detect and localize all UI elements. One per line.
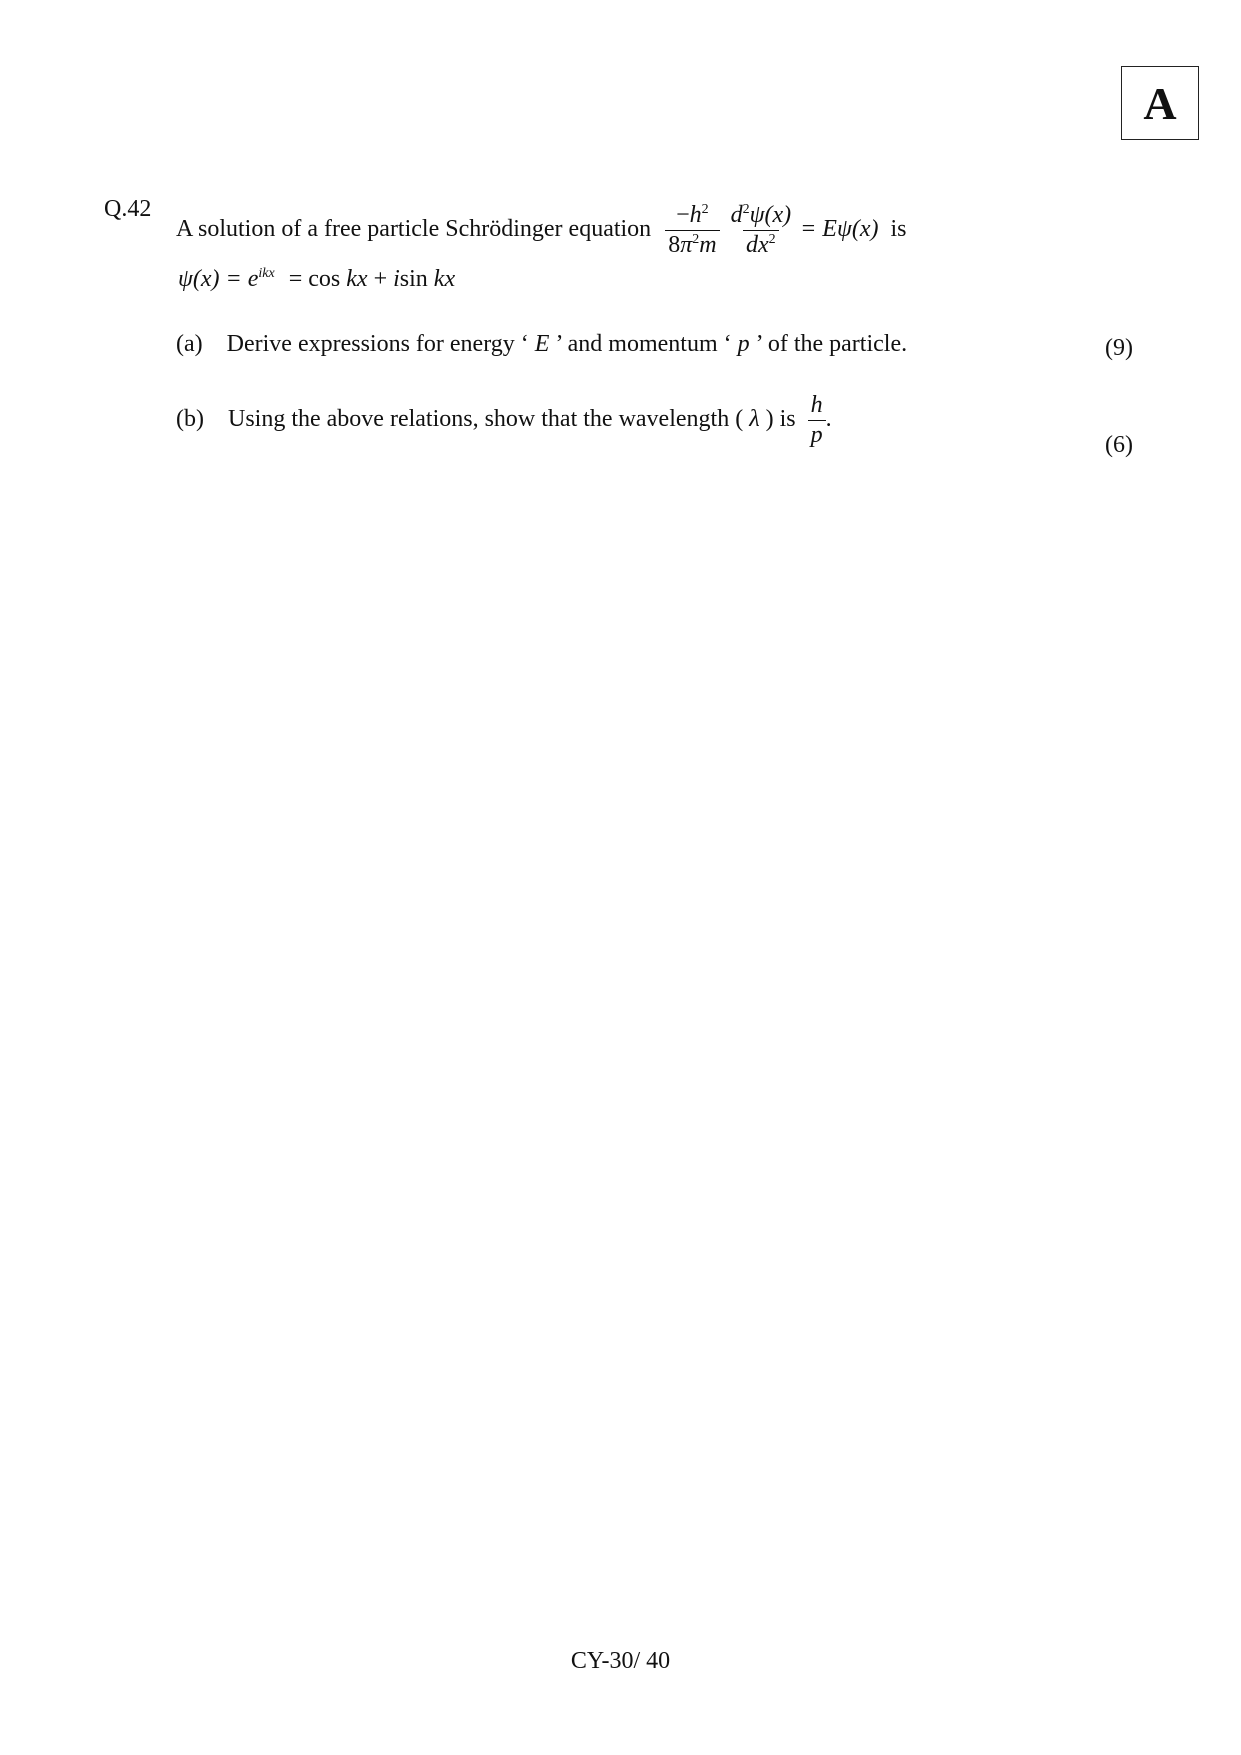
part-a-var-e: E	[534, 331, 550, 357]
eq-h: h	[689, 202, 702, 228]
part-a-label: (a)	[176, 331, 203, 357]
solution-exponent: ikx	[258, 266, 275, 281]
solution-cos: = cos	[288, 266, 341, 292]
paper-code-letter: A	[1143, 77, 1177, 129]
eq-dx: dx	[746, 232, 769, 259]
question-intro-text: A solution of a free particle Schrödinger equation	[176, 216, 652, 243]
eq-psi-x: ψ(x)	[749, 202, 792, 228]
solution-lhs: ψ(x) = e	[178, 266, 259, 292]
paper-code-box	[1121, 66, 1199, 140]
part-b-period: .	[825, 406, 832, 433]
eq-minus: −	[676, 202, 690, 228]
part-a	[176, 331, 907, 358]
eq-dx-exp: 2	[768, 232, 776, 248]
part-b-fraction	[808, 393, 826, 448]
equation-fraction-constant	[665, 203, 719, 258]
question-intro-line	[176, 203, 907, 258]
solution-sin: sin	[399, 266, 428, 292]
part-b-frac-p: p	[808, 420, 826, 448]
part-a-var-p: p	[737, 331, 750, 357]
part-b-text-before: Using the above relations, show that the wavelength (	[227, 406, 744, 433]
part-b-frac-h: h	[810, 392, 823, 418]
question-number: Q.42	[104, 196, 152, 222]
eq-d: d	[730, 202, 743, 228]
part-b-lambda: λ	[749, 406, 760, 433]
solution-line	[178, 266, 455, 293]
eq-eight: 8	[668, 232, 681, 259]
eq-h-exp: 2	[701, 202, 709, 217]
part-a-marks: (9)	[1105, 335, 1133, 361]
part-b-label: (b)	[176, 406, 204, 433]
eq-pi-exp: 2	[692, 232, 700, 248]
solution-plus: +	[373, 266, 388, 292]
part-a-text-middle: ’ and momentum ‘	[555, 331, 732, 357]
eq-pi: π	[680, 232, 693, 259]
part-b	[176, 393, 832, 448]
part-b-marks: (6)	[1105, 432, 1133, 458]
solution-kx-2: kx	[433, 266, 456, 292]
part-a-text-before: Derive expressions for energy ‘	[226, 331, 529, 357]
solution-kx-1: kx	[346, 266, 368, 292]
eq-suffix: is	[890, 216, 907, 243]
page-footer: CY-30/ 40	[570, 1648, 671, 1674]
solution-i: i	[393, 266, 400, 292]
equation-fraction-derivative	[728, 203, 795, 258]
eq-rhs: = Eψ(x)	[800, 216, 879, 243]
part-a-text-after: ’ of the particle.	[755, 331, 908, 357]
eq-d-exp: 2	[742, 202, 750, 217]
part-b-text-after: ) is	[765, 406, 796, 433]
eq-m: m	[699, 232, 717, 259]
